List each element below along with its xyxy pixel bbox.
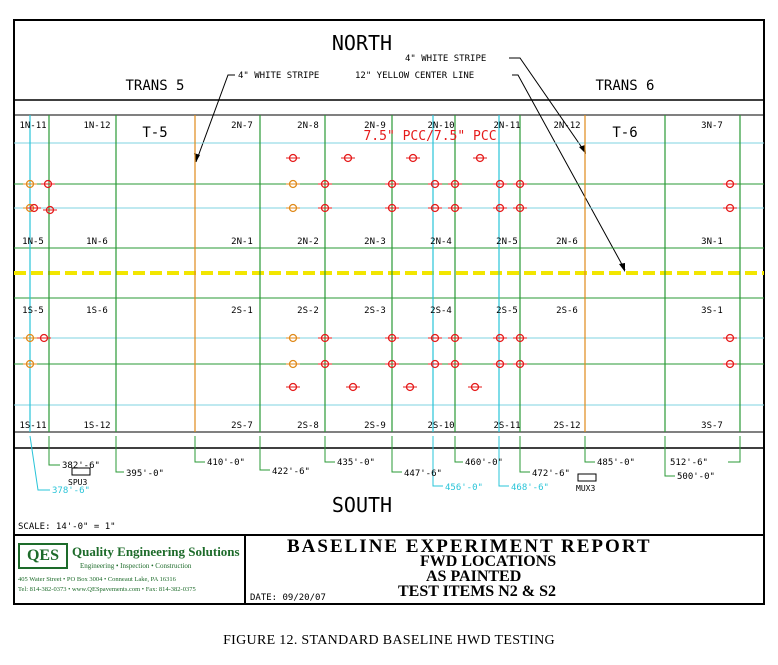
station-label: 395'-0" (126, 469, 164, 479)
slab-label: 1S-11 (19, 421, 47, 431)
qes-logo: QES (18, 543, 68, 569)
station-label: 382'-6" (62, 461, 100, 471)
slab-label: 2S-6 (556, 306, 578, 316)
slab-label: 2N-8 (297, 121, 319, 131)
slab-label: 2N-2 (297, 237, 319, 247)
slab-label: 1N-12 (83, 121, 111, 131)
slab-label: 2S-7 (231, 421, 253, 431)
slab-label: 3S-1 (701, 306, 723, 316)
figure-caption: FIGURE 12. STANDARD BASELINE HWD TESTING (223, 633, 555, 648)
slab-label: 3N-1 (701, 237, 723, 247)
mux3-label: MUX3 (576, 484, 596, 493)
slab-label: 2S-2 (297, 306, 319, 316)
station-label: 378'-6" (52, 486, 90, 496)
slab-label: 2S-10 (427, 421, 455, 431)
slab-label: 2S-11 (493, 421, 521, 431)
company-contact: Tel: 814-382-0373 • www.QESpavements.com • Fax: 814-382-0375 (18, 586, 196, 593)
slab-label: 2N-4 (430, 237, 452, 247)
slab-labels-row4 (19, 421, 722, 431)
station-label: 460'-0" (465, 458, 503, 468)
company-address: 405 Water Street • PO Box 3004 • Conneaut Lake, PA 16316 (18, 576, 176, 583)
slab-labels-row3 (22, 306, 723, 316)
report-title-line1: BASELINE EXPERIMENT REPORT (287, 536, 652, 557)
trans-right-label: TRANS 6 (595, 78, 655, 94)
station-label: 456'-0" (445, 483, 483, 493)
slab-label: 2N-1 (231, 237, 253, 247)
station-label: 422'-6" (272, 467, 310, 477)
date-label: DATE: 09/20/07 (250, 593, 326, 603)
station-label: 485'-0" (597, 458, 635, 468)
slab-label: 1S-5 (22, 306, 44, 316)
mux3-box (578, 474, 596, 481)
slab-label: 1S-12 (83, 421, 111, 431)
slab-labels-row2 (22, 237, 723, 247)
station-label: 447'-6" (404, 469, 442, 479)
slab-label: 2S-3 (364, 306, 386, 316)
callout-white-stripe-left: 4" WHITE STRIPE (238, 71, 320, 81)
slab-label: 1N-11 (19, 121, 47, 131)
station-label: 410'-0" (207, 458, 245, 468)
trans-left-label: TRANS 5 (125, 78, 185, 94)
slab-label: 2S-5 (496, 306, 518, 316)
spu3-label: SPU3 (68, 478, 88, 487)
north-label: NORTH (331, 31, 393, 55)
slab-label: 2S-9 (364, 421, 386, 431)
south-label: SOUTH (331, 493, 393, 517)
slab-label: 1S-6 (86, 306, 108, 316)
leader-white-stripe-left (196, 75, 235, 162)
slab-label: 2N-5 (496, 237, 518, 247)
station-label: 500'-0" (677, 472, 715, 482)
callout-white-stripe-right: 4" WHITE STRIPE (405, 54, 487, 64)
slab-label: 2S-8 (297, 421, 319, 431)
slab-label: 2N-7 (231, 121, 253, 131)
t6-label: T-6 (612, 125, 638, 141)
slab-label: 2N-9 (364, 121, 386, 131)
slab-label: 2N-6 (556, 237, 578, 247)
slab-label: 1N-5 (22, 237, 44, 247)
callout-yellow-center: 12" YELLOW CENTER LINE (355, 71, 475, 81)
leader-arrow-2 (619, 263, 625, 272)
slab-label: 2N-12 (553, 121, 581, 131)
report-title-line4: TEST ITEMS N2 & S2 (398, 583, 556, 600)
slab-label: 1N-6 (86, 237, 108, 247)
slab-label: 2S-1 (231, 306, 253, 316)
slab-label: 2S-12 (553, 421, 581, 431)
slab-label: 2S-4 (430, 306, 452, 316)
station-labels (52, 458, 715, 496)
company-services: Engineering • Inspection • Construction (80, 562, 192, 570)
station-label: 468'-6" (511, 483, 549, 493)
pcc-label: 7.5" PCC/7.5" PCC (363, 129, 497, 144)
slab-label: 2N-10 (427, 121, 455, 131)
slab-label: 2N-11 (493, 121, 521, 131)
scale-label: SCALE: 14'-0" = 1" (18, 522, 116, 532)
report-title-line2: FWD LOCATIONS (420, 553, 557, 570)
company-name: Quality Engineering Solutions (72, 544, 240, 559)
slab-label: 2N-3 (364, 237, 386, 247)
station-label: 472'-6" (532, 469, 570, 479)
station-label: 512'-6" (670, 458, 708, 468)
station-label: 435'-0" (337, 458, 375, 468)
report-title-line3: AS PAINTED (426, 568, 522, 585)
t5-label: T-5 (142, 125, 168, 141)
slab-label: 3N-7 (701, 121, 723, 131)
slab-label: 3S-7 (701, 421, 723, 431)
